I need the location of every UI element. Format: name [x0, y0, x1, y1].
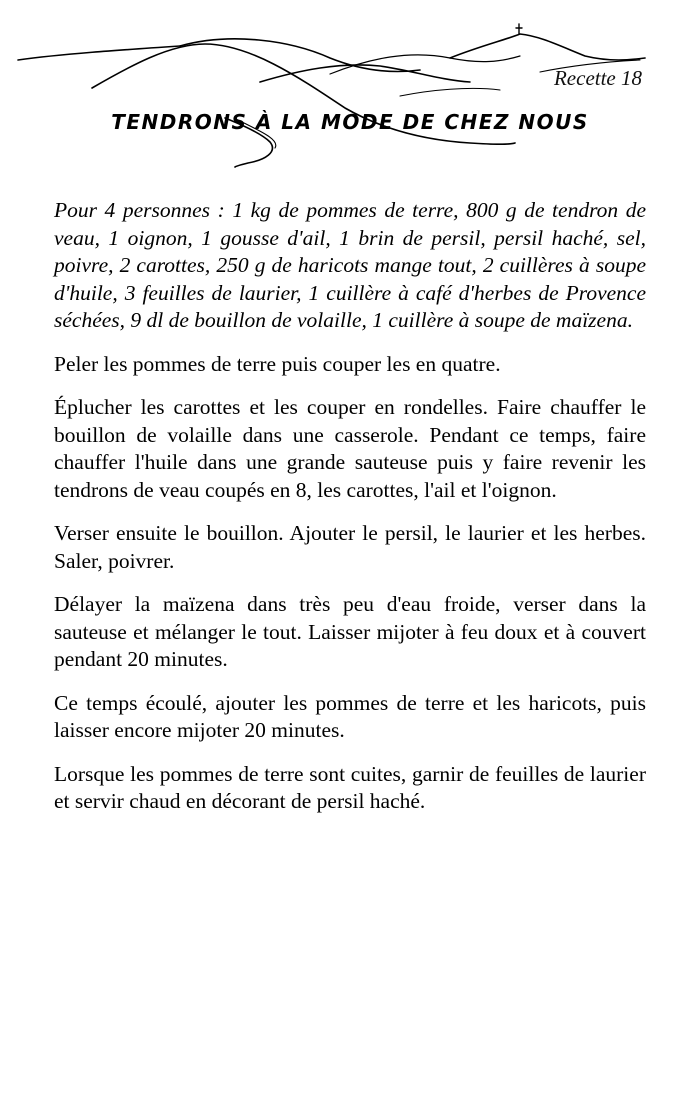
- step-paragraph: Délayer la maïzena dans très peu d'eau froide, verser dans la sauteuse et mélanger le tout. Laisser mijoter à feu doux et à couvert pendant 20 minutes.: [54, 592, 646, 671]
- step-paragraph: Lorsque les pommes de terre sont cuites, garnir de feuilles de laurier et servir chaud en décorant de persil haché.: [54, 761, 646, 813]
- step-paragraph: Éplucher les carottes et les couper en rondelles. Faire chauffer le bouillon de volaille dans une casserole. Pendant ce temps, faire chauffer l'huile dans une grande sauteuse puis y faire revenir les tendrons de veau coupés en 8, les carottes, l'ail et l'oignon.: [54, 395, 646, 502]
- recipe-body: [54, 197, 646, 832]
- step-paragraph: Verser ensuite le bouillon. Ajouter le persil, le laurier et les herbes. Saler, poivrer.: [54, 521, 646, 573]
- step-paragraph: Peler les pommes de terre puis couper les en quatre.: [54, 351, 501, 376]
- recipe-number: Recette 18: [553, 66, 642, 90]
- step-paragraph: Ce temps écoulé, ajouter les pommes de terre et les haricots, puis laisser encore mijoter 20 minutes.: [54, 690, 646, 742]
- mountain-landscape-illustration: [0, 0, 700, 200]
- recipe-title: TENDRONS À LA MODE DE CHEZ NOUS: [111, 110, 589, 134]
- ingredients-paragraph: Pour 4 personnes : 1 kg de pommes de terre, 800 g de tendron de veau, 1 oignon, 1 gousse d'ail, 1 brin de persil, persil haché, sel, poivre, 2 carottes, 250 g de haricots mange tout, 2 cuillères à soupe d'huile, 3 feuilles de laurier, 1 cuillère à café d'herbes de Provence séchées, 9 dl de bouillon de volaille, 1 cuillère à soupe de maïzena.: [54, 198, 646, 332]
